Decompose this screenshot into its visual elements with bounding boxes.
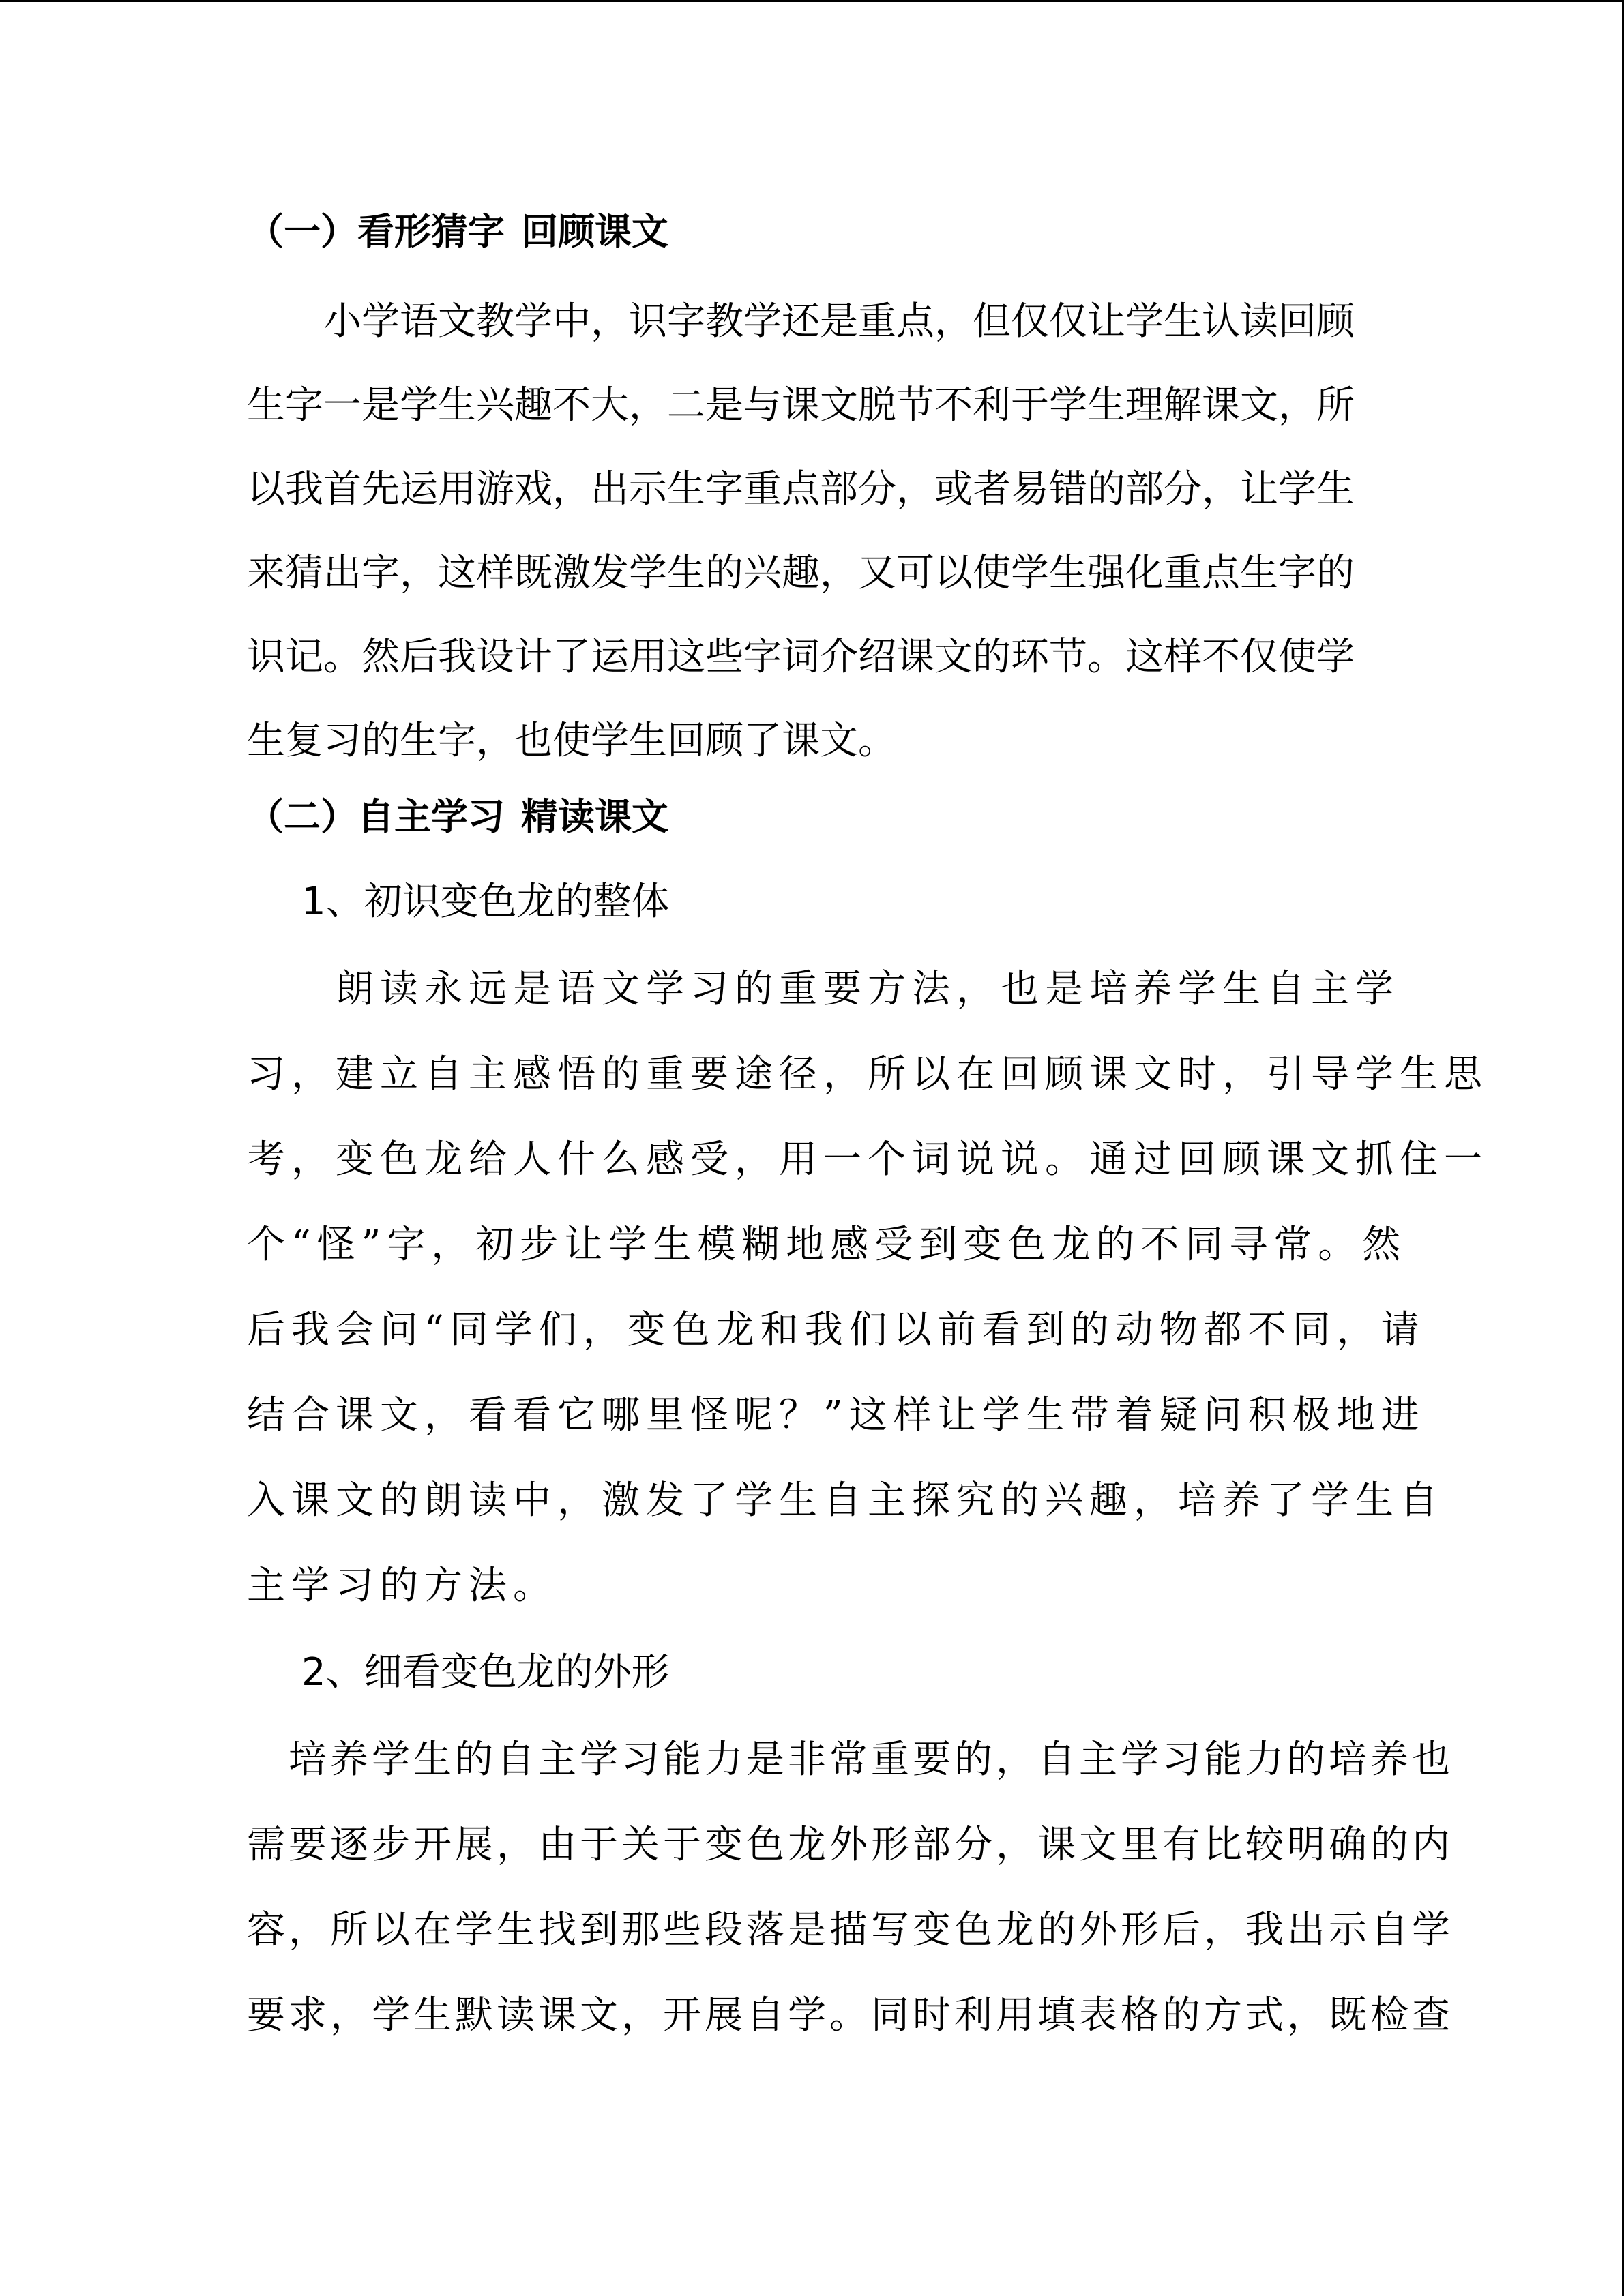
paragraph-line: 来猜出字，这样既激发学生的兴趣，又可以使学生强化重点生字的 xyxy=(247,551,1355,595)
paragraph-line: 容，所以在学生找到那些段落是描写变色龙的外形后，我出示自学 xyxy=(247,1908,1453,1952)
section-2-heading-subtitle: 精读课文 xyxy=(521,795,668,838)
paragraph-line: 要求，学生默读课文，开展自学。同时利用填表格的方式，既检查 xyxy=(247,1993,1453,2038)
paragraph-line: 以我首先运用游戏，出示生字重点部分，或者易错的部分，让学生 xyxy=(247,467,1355,511)
paragraph-line: 识记。然后我设计了运用这些字词介绍课文的环节。这样不仅使学 xyxy=(247,635,1355,679)
paragraph-line: 需要逐步开展，由于关于变色龙外形部分，课文里有比较明确的内 xyxy=(247,1823,1453,1867)
section-1-paragraph xyxy=(247,280,1379,783)
paragraph-line: 个“怪”字，初步让学生模糊地感受到变色龙的不同寻常。然 xyxy=(247,1223,1407,1267)
paragraph-line: 考，变色龙给人什么感受，用一个词说说。通过回顾课文抓住一 xyxy=(247,1137,1488,1182)
section-1-heading xyxy=(247,205,1379,259)
document-body xyxy=(247,205,1488,2058)
paragraph-line: 结合课文，看看它哪里怪呢？”这样让学生带着疑问积极地进 xyxy=(247,1393,1426,1437)
paragraph-line: 小学语文教学中，识字教学还是重点，但仅仅让学生认读回顾 xyxy=(247,299,1355,344)
section-1-heading-number-title: （一）看形猜字 xyxy=(247,210,505,253)
subsection-1-title: 1、初识变色龙的整体 xyxy=(301,880,670,924)
paragraph-line: 培养学生的自主学习能力是非常重要的，自主学习能力的培养也 xyxy=(247,1738,1453,1782)
subsection-1-paragraph xyxy=(247,946,1488,1628)
paragraph-line: 后我会问“同学们，变色龙和我们以前看到的动物都不同，请 xyxy=(247,1308,1426,1352)
paragraph-line: 入课文的朗读中，激发了学生自主探究的兴趣，培养了学生自 xyxy=(247,1478,1444,1523)
paragraph-line: 生字一是学生兴趣不大，二是与课文脱节不利于学生理解课文，所 xyxy=(247,383,1355,428)
paragraph-line: 朗读永远是语文学习的重要方法，也是培养学生自主学 xyxy=(247,967,1400,1011)
subsection-2-paragraph xyxy=(247,1717,1453,2058)
section-2-heading xyxy=(247,790,1379,844)
paragraph-line: 生复习的生字，也使学生回顾了课文。 xyxy=(247,719,896,763)
section-2-heading-number-title: （二）自主学习 xyxy=(247,795,505,838)
section-1-heading-subtitle: 回顾课文 xyxy=(521,210,668,253)
paragraph-line: 主学习的方法。 xyxy=(247,1564,557,1608)
subsection-2-title: 2、细看变色龙的外形 xyxy=(301,1650,670,1695)
paragraph-line: 习，建立自主感悟的重要途径，所以在回顾课文时，引导学生思 xyxy=(247,1052,1488,1097)
